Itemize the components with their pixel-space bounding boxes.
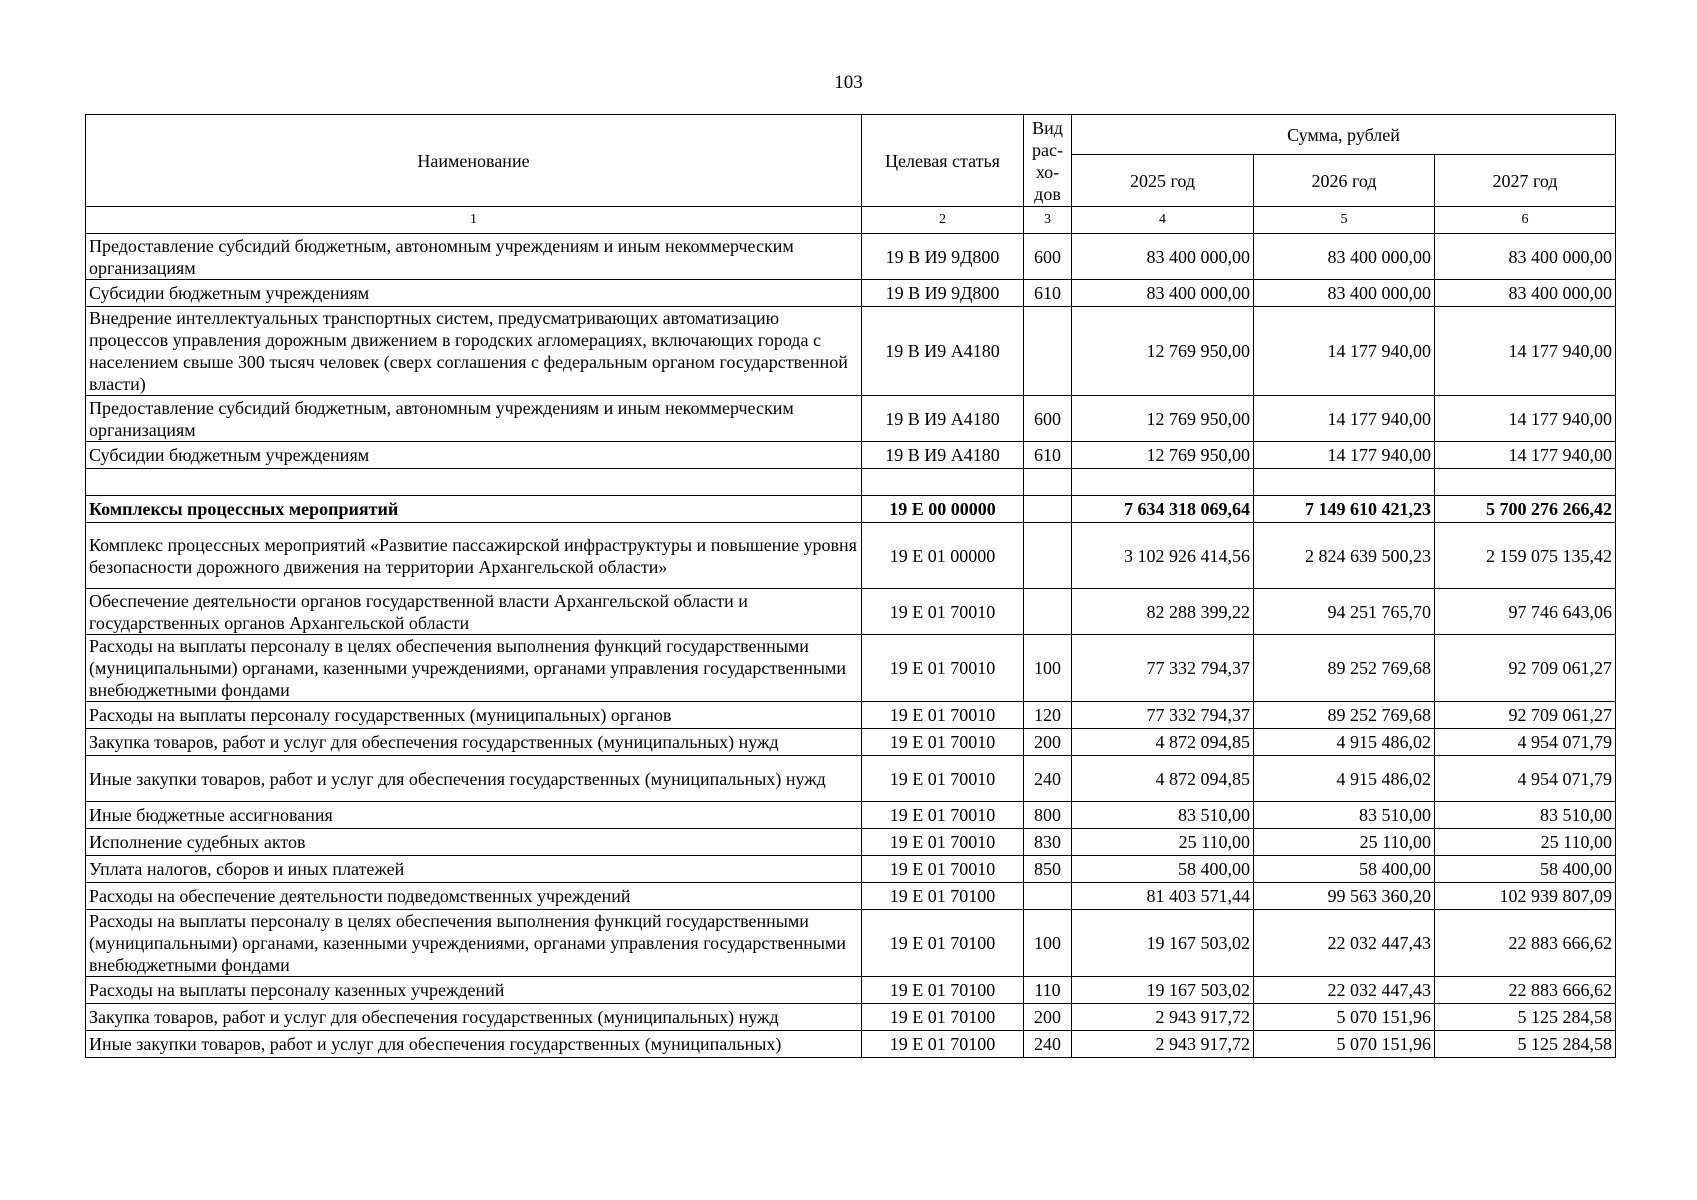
row-target-code: 19 В И9 9Д800 [862,234,1024,280]
row-sum-2025: 82 288 399,22 [1072,589,1254,635]
row-sum-2025 [1072,469,1254,496]
row-target-code [862,469,1024,496]
column-number: 5 [1254,207,1435,234]
row-sum-2025: 77 332 794,37 [1072,702,1254,729]
row-target-code: 19 Е 01 70100 [862,910,1024,977]
row-sum-2026: 94 251 765,70 [1254,589,1435,635]
row-target-code: 19 Е 01 70010 [862,756,1024,802]
row-target-code: 19 Е 01 70010 [862,702,1024,729]
table-body [86,234,1616,1058]
row-sum-2025: 7 634 318 069,64 [1072,496,1254,523]
header-name: Наименование [86,115,862,207]
row-expense-kind: 600 [1024,234,1072,280]
row-expense-kind [1024,469,1072,496]
table-header [86,115,1616,234]
row-expense-kind: 240 [1024,756,1072,802]
row-sum-2026: 22 032 447,43 [1254,977,1435,1004]
row-name [86,469,862,496]
row-target-code: 19 Е 01 70100 [862,977,1024,1004]
row-target-code: 19 Е 01 70010 [862,729,1024,756]
row-sum-2027: 5 125 284,58 [1435,1004,1616,1031]
header-kind: Вид рас-хо-дов [1024,115,1072,207]
table-row [86,1004,1616,1031]
row-name: Предоставление субсидий бюджетным, автономным учреждениям и иным некоммерческим организациям [86,396,862,442]
table-row [86,234,1616,280]
table-row-section-total [86,496,1616,523]
row-sum-2027 [1435,469,1616,496]
row-name: Предоставление субсидий бюджетным, автономным учреждениям и иным некоммерческим организациям [86,234,862,280]
row-target-code: 19 Е 01 00000 [862,523,1024,589]
page-number: 103 [834,72,863,93]
table-row [86,523,1616,589]
table-row [86,977,1616,1004]
row-name: Расходы на выплаты персоналу государственных (муниципальных) органов [86,702,862,729]
row-target-code: 19 В И9 9Д800 [862,280,1024,307]
row-target-code: 19 В И9 А4180 [862,442,1024,469]
row-name: Исполнение судебных актов [86,829,862,856]
row-expense-kind: 600 [1024,396,1072,442]
row-name: Закупка товаров, работ и услуг для обеспечения государственных (муниципальных) нужд [86,1004,862,1031]
row-target-code: 19 Е 01 70100 [862,1031,1024,1058]
row-target-code: 19 Е 01 70010 [862,856,1024,883]
row-expense-kind: 100 [1024,910,1072,977]
row-sum-2027: 22 883 666,62 [1435,910,1616,977]
row-sum-2027: 14 177 940,00 [1435,442,1616,469]
row-sum-2026: 2 824 639 500,23 [1254,523,1435,589]
row-name: Комплекс процессных мероприятий «Развитие пассажирской инфраструктуры и повышение уровня безопасности дорожного движения на территории Архангельской области» [86,523,862,589]
header-target: Целевая статья [862,115,1024,207]
row-sum-2025: 83 400 000,00 [1072,280,1254,307]
row-sum-2025: 4 872 094,85 [1072,729,1254,756]
row-name: Внедрение интеллектуальных транспортных систем, предусматривающих автоматизацию процессов управления дорожным движением в городских агломерациях, включающих города с населением свыше 300 тысяч человек (сверх соглашения с федеральным органом государственной власти) [86,307,862,396]
row-sum-2026: 89 252 769,68 [1254,635,1435,702]
table-row [86,702,1616,729]
table-row [86,756,1616,802]
row-sum-2027: 22 883 666,62 [1435,977,1616,1004]
table-row [86,729,1616,756]
row-target-code: 19 Е 01 70010 [862,635,1024,702]
row-sum-2026: 5 070 151,96 [1254,1004,1435,1031]
row-name: Субсидии бюджетным учреждениям [86,442,862,469]
column-number: 6 [1435,207,1616,234]
row-sum-2026: 58 400,00 [1254,856,1435,883]
row-sum-2026: 4 915 486,02 [1254,729,1435,756]
row-target-code: 19 В И9 А4180 [862,307,1024,396]
column-number: 4 [1072,207,1254,234]
row-sum-2026: 83 400 000,00 [1254,234,1435,280]
row-target-code: 19 Е 01 70100 [862,883,1024,910]
column-number: 2 [862,207,1024,234]
row-sum-2025: 2 943 917,72 [1072,1031,1254,1058]
row-sum-2026: 4 915 486,02 [1254,756,1435,802]
row-sum-2025: 83 400 000,00 [1072,234,1254,280]
column-number: 1 [86,207,862,234]
row-sum-2026: 5 070 151,96 [1254,1031,1435,1058]
row-expense-kind: 120 [1024,702,1072,729]
row-expense-kind [1024,307,1072,396]
row-sum-2027: 4 954 071,79 [1435,756,1616,802]
row-sum-2026: 14 177 940,00 [1254,307,1435,396]
table-row [86,280,1616,307]
table-row [86,802,1616,829]
row-sum-2027: 58 400,00 [1435,856,1616,883]
row-sum-2025: 19 167 503,02 [1072,910,1254,977]
row-expense-kind [1024,883,1072,910]
row-sum-2027: 97 746 643,06 [1435,589,1616,635]
row-expense-kind: 610 [1024,280,1072,307]
row-sum-2026: 7 149 610 421,23 [1254,496,1435,523]
table-row [86,589,1616,635]
row-expense-kind: 850 [1024,856,1072,883]
row-sum-2026 [1254,469,1435,496]
empty-row [86,469,1616,496]
row-expense-kind: 800 [1024,802,1072,829]
row-sum-2027: 92 709 061,27 [1435,635,1616,702]
header-sum: Сумма, рублей [1072,115,1616,155]
row-sum-2026: 89 252 769,68 [1254,702,1435,729]
row-sum-2026: 99 563 360,20 [1254,883,1435,910]
row-sum-2026: 14 177 940,00 [1254,442,1435,469]
row-expense-kind [1024,589,1072,635]
row-expense-kind: 200 [1024,1004,1072,1031]
row-target-code: 19 Е 01 70010 [862,829,1024,856]
row-sum-2025: 4 872 094,85 [1072,756,1254,802]
row-name: Расходы на обеспечение деятельности подведомственных учреждений [86,883,862,910]
row-name: Уплата налогов, сборов и иных платежей [86,856,862,883]
table-row [86,883,1616,910]
row-name: Расходы на выплаты персоналу казенных учреждений [86,977,862,1004]
row-sum-2027: 14 177 940,00 [1435,396,1616,442]
row-sum-2026: 83 400 000,00 [1254,280,1435,307]
header-year-2027: 2027 год [1435,155,1616,207]
table-row [86,442,1616,469]
table-row [86,307,1616,396]
row-sum-2027: 4 954 071,79 [1435,729,1616,756]
row-sum-2026: 83 510,00 [1254,802,1435,829]
row-sum-2025: 2 943 917,72 [1072,1004,1254,1031]
row-sum-2025: 12 769 950,00 [1072,396,1254,442]
row-sum-2025: 3 102 926 414,56 [1072,523,1254,589]
header-year-2025: 2025 год [1072,155,1254,207]
row-name: Закупка товаров, работ и услуг для обеспечения государственных (муниципальных) нужд [86,729,862,756]
table-row [86,635,1616,702]
header-year-2026: 2026 год [1254,155,1435,207]
row-sum-2027: 83 400 000,00 [1435,280,1616,307]
row-target-code: 19 В И9 А4180 [862,396,1024,442]
row-name: Иные закупки товаров, работ и услуг для обеспечения государственных (муниципальных) нужд [86,756,862,802]
row-sum-2027: 83 400 000,00 [1435,234,1616,280]
budget-table [85,114,1616,1058]
row-sum-2027: 5 700 276 266,42 [1435,496,1616,523]
row-sum-2027: 25 110,00 [1435,829,1616,856]
row-target-code: 19 Е 01 70100 [862,1004,1024,1031]
row-name: Обеспечение деятельности органов государственной власти Архангельской области и государственных органов Архангельской области [86,589,862,635]
row-expense-kind: 110 [1024,977,1072,1004]
row-sum-2025: 58 400,00 [1072,856,1254,883]
row-sum-2027: 2 159 075 135,42 [1435,523,1616,589]
row-sum-2025: 12 769 950,00 [1072,442,1254,469]
row-sum-2026: 25 110,00 [1254,829,1435,856]
row-sum-2027: 102 939 807,09 [1435,883,1616,910]
row-sum-2025: 81 403 571,44 [1072,883,1254,910]
row-sum-2025: 25 110,00 [1072,829,1254,856]
row-name: Расходы на выплаты персоналу в целях обеспечения выполнения функций государственными (муниципальными) органами, казенными учреждениями, органами управления государственными внебюджетными фондами [86,635,862,702]
table-row [86,396,1616,442]
row-sum-2025: 77 332 794,37 [1072,635,1254,702]
row-name: Иные бюджетные ассигнования [86,802,862,829]
row-sum-2027: 14 177 940,00 [1435,307,1616,396]
row-sum-2027: 5 125 284,58 [1435,1031,1616,1058]
row-name: Субсидии бюджетным учреждениям [86,280,862,307]
table-row [86,829,1616,856]
row-expense-kind [1024,496,1072,523]
row-name: Комплексы процессных мероприятий [86,496,862,523]
table-row [86,856,1616,883]
row-expense-kind: 830 [1024,829,1072,856]
row-sum-2027: 83 510,00 [1435,802,1616,829]
row-sum-2026: 14 177 940,00 [1254,396,1435,442]
row-name: Иные закупки товаров, работ и услуг для обеспечения государственных (муниципальных) [86,1031,862,1058]
row-expense-kind [1024,523,1072,589]
row-expense-kind: 200 [1024,729,1072,756]
row-expense-kind: 610 [1024,442,1072,469]
column-numbers-row [86,207,1616,234]
row-sum-2025: 12 769 950,00 [1072,307,1254,396]
row-expense-kind: 240 [1024,1031,1072,1058]
row-expense-kind: 100 [1024,635,1072,702]
table-row [86,1031,1616,1058]
row-target-code: 19 Е 01 70010 [862,589,1024,635]
row-name: Расходы на выплаты персоналу в целях обеспечения выполнения функций государственными (муниципальными) органами, казенными учреждениями, органами управления государственными внебюджетными фондами [86,910,862,977]
row-sum-2026: 22 032 447,43 [1254,910,1435,977]
column-number: 3 [1024,207,1072,234]
row-sum-2025: 83 510,00 [1072,802,1254,829]
table-row [86,910,1616,977]
row-target-code: 19 Е 00 00000 [862,496,1024,523]
row-target-code: 19 Е 01 70010 [862,802,1024,829]
row-sum-2025: 19 167 503,02 [1072,977,1254,1004]
row-sum-2027: 92 709 061,27 [1435,702,1616,729]
